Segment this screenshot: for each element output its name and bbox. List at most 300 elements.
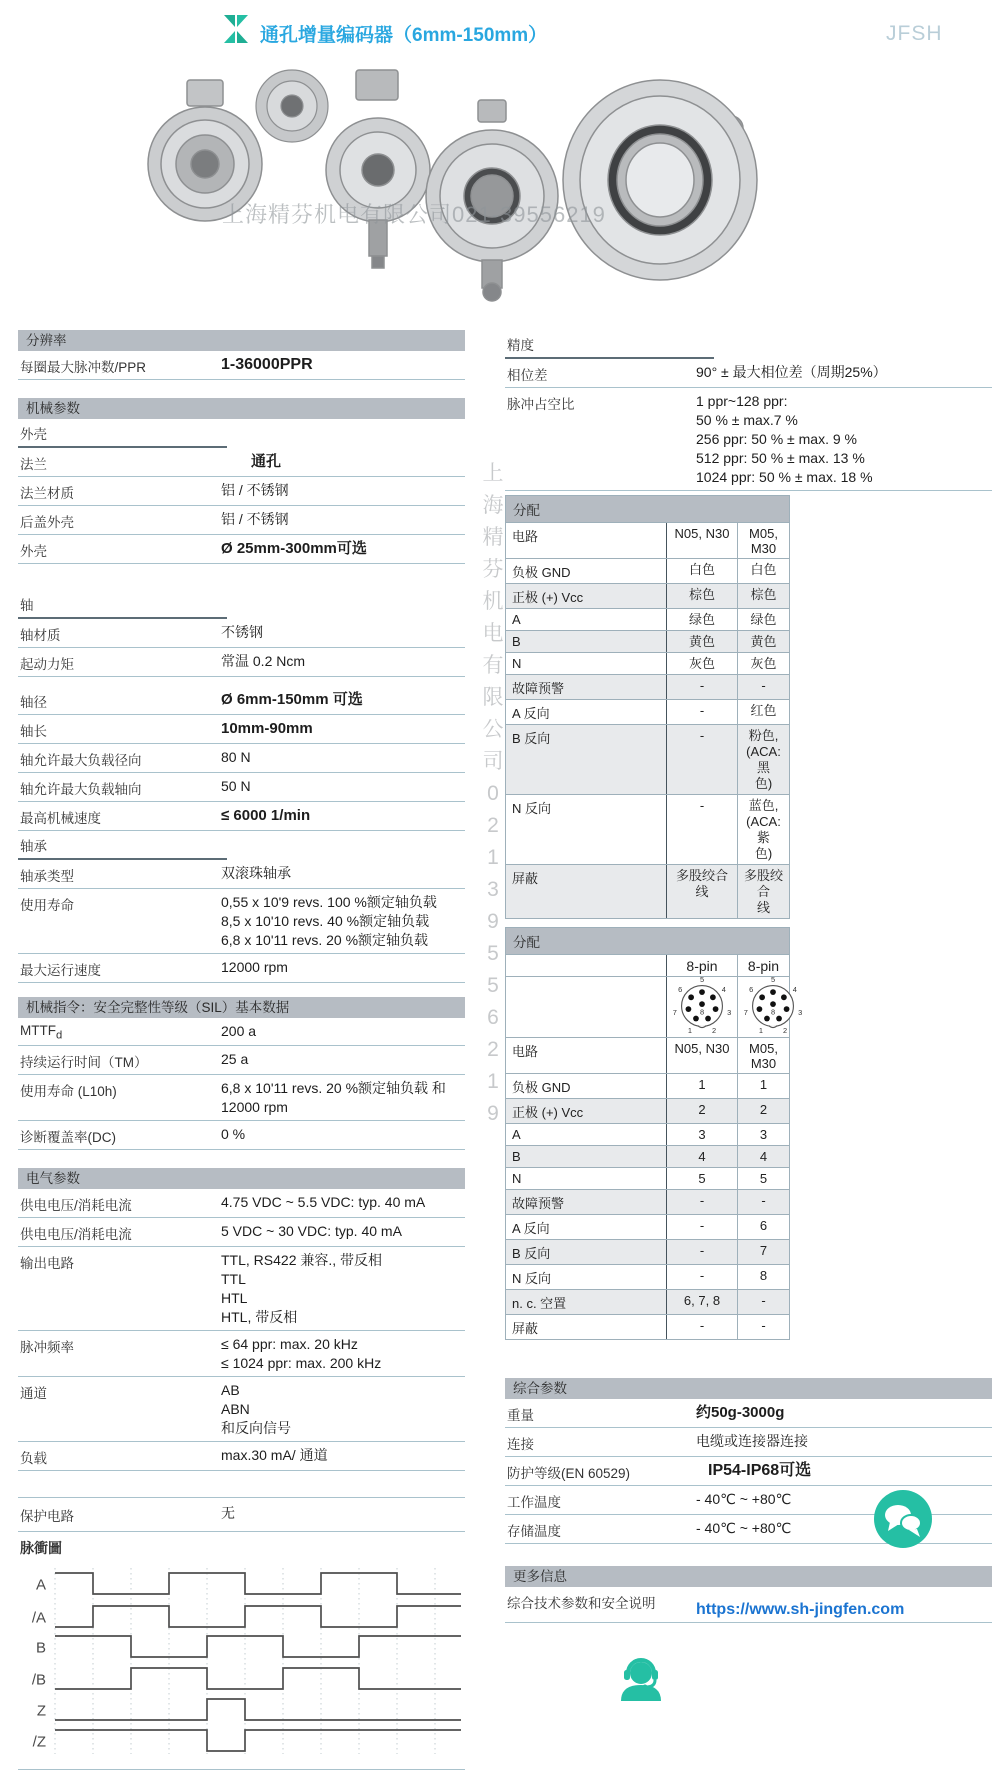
section-shaftdims [18, 686, 465, 831]
spec-value-line: ≤ 6000 1/min [221, 807, 311, 824]
table-cell-value [667, 1315, 738, 1339]
section-shaft [18, 590, 465, 677]
svg-text:4: 4 [792, 984, 797, 994]
section-more-info [505, 1566, 992, 1623]
connector-pinout-icon [740, 974, 806, 1036]
table-cell-value [738, 1215, 789, 1239]
table-cell-value [667, 1099, 738, 1123]
watermark-char: 6 [487, 1006, 499, 1029]
assignment-table-pintable [505, 927, 803, 1340]
table-cell-line: 绿色 [688, 612, 715, 627]
section-header-bar: 机械参数 [18, 398, 465, 419]
table-circuit-header-row [506, 523, 789, 559]
pulse-channel-label: /B [31, 1671, 46, 1689]
svg-text:8: 8 [699, 1007, 705, 1017]
spec-row [18, 1247, 465, 1331]
section-header-bar: 电气参数 [18, 1168, 465, 1189]
table-cell-line: 白色 [750, 562, 777, 577]
table-cell-line: - [761, 1193, 766, 1208]
table-cell-line: 6 [759, 1218, 768, 1233]
spec-value [221, 893, 465, 950]
section-rows [18, 1189, 465, 1471]
spec-value-line: ABN [221, 1400, 250, 1417]
table-cell: N05, N30 [667, 1038, 738, 1073]
watermark-char: 0 [487, 782, 499, 805]
table-cell-value [738, 1315, 789, 1339]
table-cell-line: - [699, 1243, 705, 1258]
spec-value-line: HTL [221, 1289, 248, 1306]
table-cell-value [738, 1168, 789, 1189]
spec-label: 使用寿命 (L10h) [20, 1083, 117, 1099]
spec-label: 轴承类型 [20, 869, 74, 884]
spec-row [18, 1121, 465, 1150]
support-headset-icon [615, 1651, 992, 1714]
section-rows [18, 448, 465, 564]
spec-label: 外壳 [20, 544, 47, 559]
table-cell-line: 5 [759, 1171, 768, 1186]
spec-label: 脉冲频率 [20, 1339, 74, 1355]
spec-value-line: 5 VDC ~ 30 VDC: typ. 40 mA [221, 1222, 402, 1239]
table-cell-value [667, 1146, 738, 1167]
table-cell-value [667, 1290, 738, 1314]
spec-row [505, 1587, 992, 1623]
pulse-channel-trace [55, 1668, 461, 1689]
spec-row [18, 686, 465, 715]
spec-value-line: AB [221, 1381, 240, 1398]
table-cell-value [667, 725, 738, 794]
table-row [506, 725, 789, 795]
spec-label: 重量 [507, 1408, 534, 1423]
table-cell-label: A 反向 [506, 1215, 667, 1239]
spec-row [18, 773, 465, 802]
watermark-char: 电 [482, 622, 504, 645]
spec-row [18, 619, 465, 648]
svg-text:6: 6 [678, 984, 683, 994]
encoder-photo-3 [326, 70, 430, 268]
table-cell-value [667, 559, 738, 583]
spec-row [505, 359, 992, 388]
spec-value-line: 无 [221, 1504, 235, 1521]
assignment-table-wiretable [505, 495, 790, 919]
spec-value [221, 864, 465, 885]
watermark-char: 限 [482, 686, 504, 709]
table-cell-line: 棕色 [688, 587, 715, 602]
table-cell-line: - [699, 728, 705, 743]
table-cell-label: N [506, 653, 667, 674]
table-cell-line: 线 [695, 884, 709, 899]
section-bearing [18, 831, 465, 983]
spec-row [18, 477, 465, 506]
table-cell-line: - [699, 798, 705, 813]
table-cell-value [738, 700, 789, 724]
section-sil [18, 997, 465, 1150]
spec-label: 存储温度 [507, 1524, 561, 1539]
spec-value-line: Ø 25mm-300mm可选 [221, 540, 367, 557]
spec-value-line: 12000 rpm [221, 959, 288, 975]
spec-label: 法兰 [20, 457, 47, 472]
table-cell-value [738, 631, 789, 652]
table-cell-value [738, 1146, 789, 1167]
spec-label: 工作温度 [507, 1495, 561, 1510]
spec-value [221, 355, 465, 376]
svg-text:2: 2 [783, 1026, 788, 1036]
table-cell-label: N 反向 [506, 795, 667, 864]
spec-value [221, 1050, 465, 1071]
table-row [506, 631, 789, 653]
table-cell-line: - [699, 1318, 705, 1333]
watermark-char: 5 [487, 974, 499, 997]
brand-logo-icon [222, 13, 250, 45]
watermark-char: 芬 [482, 558, 504, 581]
table-row [506, 653, 789, 675]
spec-value [221, 806, 465, 827]
table-cell-value [667, 631, 738, 652]
table-cell-line: - [699, 703, 705, 718]
spec-label: 相位差 [507, 368, 548, 383]
spec-label: 供电电压/消耗电流 [20, 1197, 132, 1213]
spec-row [18, 954, 465, 983]
watermark-char: 9 [487, 1102, 499, 1125]
spec-value-line: 4.75 VDC ~ 5.5 VDC: typ. 40 mA [221, 1193, 426, 1210]
table-cell-line: 4 [698, 1149, 706, 1164]
table-cell-line: 灰色 [750, 656, 777, 671]
spec-value [221, 652, 465, 673]
table-circuit-header-row [506, 1038, 789, 1074]
section-prot [18, 1497, 465, 1532]
section-header-bar: 机械指令：安全完整性等级（SIL）基本数据 [18, 997, 465, 1018]
spec-value [221, 1193, 465, 1214]
pulse-channel-trace [55, 1636, 461, 1657]
table-cell-value [667, 1215, 738, 1239]
table-cell-line: 黄色 [688, 634, 715, 649]
table-row [506, 675, 789, 700]
spec-label: 脉冲占空比 [507, 397, 575, 412]
spec-label: 法兰材质 [20, 486, 74, 501]
table-row [506, 609, 789, 631]
spec-row [18, 1442, 465, 1471]
spec-value [221, 1079, 465, 1117]
spec-value-line: 25 a [221, 1050, 249, 1067]
svg-text:5: 5 [699, 974, 705, 984]
table-cell: 8-pin [747, 958, 780, 974]
table-cell-line: 2 [698, 1102, 706, 1117]
watermark-char: 2 [487, 1038, 499, 1061]
chat-widget-button[interactable] [873, 1489, 933, 1554]
spec-label: 负载 [20, 1450, 47, 1466]
section-subheader: 轴 [18, 590, 227, 619]
page-title: 通孔增量编码器（6mm-150mm） [260, 25, 548, 46]
spec-value [696, 1519, 992, 1540]
table-row [506, 700, 789, 725]
watermark-char: 公 [482, 718, 504, 741]
table-row [506, 1168, 789, 1190]
table-cell-line: 多股绞合 [675, 868, 728, 883]
spec-label: $MTTF_d$ [20, 1023, 63, 1042]
table-cell-line: 白色 [688, 562, 715, 577]
spec-value [221, 1504, 465, 1525]
table-cell [506, 955, 667, 976]
table-cell-value [738, 1240, 789, 1264]
pulse-channel-label: Z [36, 1702, 46, 1720]
spec-value-line: 512 ppr: 50 % ± max. 13 % [696, 450, 865, 466]
spec-value-line: 通孔 [251, 453, 282, 470]
spec-row [18, 802, 465, 831]
table-row [506, 1215, 789, 1240]
pulse-channel-label: B [35, 1639, 46, 1657]
spec-value [696, 1461, 992, 1482]
encoder-photo-5 [563, 80, 757, 280]
spec-row [505, 388, 992, 491]
spec-value-line: 0 % [221, 1125, 246, 1142]
table-cell-value [667, 584, 738, 608]
spec-value-line: ≤ 1024 ppr: max. 200 kHz [221, 1354, 382, 1371]
watermark-char: 海 [482, 494, 504, 517]
table-cell-value [667, 1265, 738, 1289]
table-cell-label: 负极 GND [506, 1074, 667, 1098]
watermark-char: 5 [487, 942, 499, 965]
spec-value-line: 6,8 x 10'11 revs. 20 %额定轴负载 和 [221, 1079, 446, 1096]
table-cell-label: B [506, 1146, 667, 1167]
table-cell-label: A [506, 1124, 667, 1145]
left-spec-column [18, 330, 465, 1770]
table-row [506, 1315, 789, 1339]
spec-value-line: TTL, RS422 兼容., 带反相 [221, 1251, 383, 1268]
section-header-bar: 综合参数 [505, 1378, 992, 1399]
spec-value [221, 958, 465, 979]
spec-value [221, 1222, 465, 1243]
spec-label: 连接 [507, 1437, 534, 1452]
pulse-channel-label: /Z [32, 1733, 46, 1751]
spec-value-line: 1 ppr~128 ppr: [696, 393, 788, 409]
table-cell-label: 屏蔽 [506, 865, 667, 918]
pulse-channel-trace [55, 1606, 461, 1627]
table-cell-value [738, 609, 789, 630]
spec-value [696, 392, 992, 487]
spec-value [221, 1022, 465, 1042]
spec-label: 诊断覆盖率(DC) [20, 1129, 116, 1145]
spec-row [18, 648, 465, 677]
table-pin-header-row [506, 955, 789, 977]
spec-value-line: ≤ 64 ppr: max. 20 kHz [221, 1335, 358, 1352]
table-cell: N05, N30 [667, 523, 738, 558]
table-cell-label: 正极 (+) Vcc [506, 1099, 667, 1123]
pulse-waveform-svg [18, 1564, 465, 1760]
spec-value-line: 200 a [221, 1023, 257, 1039]
table-cell-value [667, 1240, 738, 1264]
spec-value [221, 777, 465, 798]
table-cell-label: A [506, 609, 667, 630]
table-row [506, 1240, 789, 1265]
spec-value [221, 539, 465, 560]
spec-row [18, 535, 465, 564]
table-row [506, 865, 789, 918]
table-cell-value [738, 1190, 789, 1214]
watermark-char: 有 [482, 654, 504, 677]
spec-value [221, 1335, 465, 1373]
spec-label: 后盖外壳 [20, 515, 74, 530]
watermark-char: 1 [487, 846, 499, 869]
svg-text:3: 3 [727, 1007, 732, 1017]
table-cell-value [667, 1168, 738, 1189]
spec-value-line: 1-36000PPR [221, 356, 313, 373]
spec-label: 通道 [20, 1385, 47, 1401]
section-rows [18, 619, 465, 677]
table-cell-label: 负极 GND [506, 559, 667, 583]
website-link[interactable]: https://www.sh-jingfen.com [696, 1601, 905, 1618]
svg-text:1: 1 [758, 1026, 763, 1036]
pulse-channel-trace [55, 1699, 461, 1720]
table-cell-label: A 反向 [506, 700, 667, 724]
spec-value-line: 约50g-3000g [696, 1404, 785, 1421]
table-cell-line: 粉色, [748, 728, 779, 743]
spec-value-line: 8,5 x 10'10 revs. 40 %额定轴负载 [221, 913, 430, 929]
table-cell-line: 色) [754, 776, 773, 791]
spec-label: 每圈最大脉冲数/PPR [20, 360, 147, 375]
svg-text:4: 4 [721, 984, 726, 994]
section-res [18, 330, 465, 380]
table-cell-line: 1 [759, 1077, 768, 1092]
spec-value-line: 铝 / 不锈钢 [221, 482, 289, 498]
table-cell-line: 2 [759, 1102, 768, 1117]
spec-value-line: TTL [221, 1270, 246, 1287]
spec-row [18, 1331, 465, 1377]
spec-label: 轴径 [20, 695, 47, 710]
table-cell-value [738, 865, 789, 918]
spec-row [18, 715, 465, 744]
section-header-bar: 分辨率 [18, 330, 465, 351]
table-row [506, 795, 789, 865]
table-cell-line: 蓝色, [748, 798, 779, 813]
spec-label: 保护电路 [20, 1508, 74, 1524]
section-rows [18, 1018, 465, 1150]
svg-text:1: 1 [687, 1026, 692, 1036]
spec-label: 轴允许最大负载径向 [20, 753, 142, 768]
table-row [506, 1190, 789, 1215]
spec-value-line: 双滚珠轴承 [221, 865, 291, 881]
table-row [506, 1099, 789, 1124]
pulse-channel-trace [55, 1573, 461, 1594]
watermark-char: 精 [482, 526, 504, 549]
spec-row [18, 1018, 465, 1046]
table-cell-line: - [699, 678, 705, 693]
spec-row [18, 860, 465, 889]
table-cell-label: 屏蔽 [506, 1315, 667, 1339]
table-cell-line: 8 [759, 1268, 768, 1283]
spec-value-line: IP54-IP68可选 [708, 1462, 812, 1479]
table-cell [506, 977, 667, 1037]
spec-label: 防护等级(EN 60529) [507, 1466, 631, 1481]
spec-row [18, 448, 465, 477]
spec-value-line: 不锈钢 [221, 624, 263, 640]
spec-value-line: 50 % ± max.7 % [696, 412, 798, 428]
watermark-char: 2 [487, 814, 499, 837]
spec-value [696, 363, 992, 384]
spec-row [505, 1457, 992, 1486]
spec-value [696, 1490, 992, 1511]
section-subheader: 外壳 [18, 419, 227, 448]
section-rows [18, 351, 465, 380]
spec-value [221, 452, 465, 473]
table-header-bar: 分配 [506, 496, 789, 523]
watermark-char: 9 [487, 910, 499, 933]
table-cell-label: B [506, 631, 667, 652]
watermark-char: 上 [482, 462, 504, 485]
table-cell: 电路 [506, 1038, 667, 1073]
spec-label: 轴允许最大负载轴向 [20, 782, 142, 797]
spec-label: 最大运行速度 [20, 963, 101, 978]
table-row [506, 559, 789, 584]
table-cell-value [738, 1265, 789, 1289]
table-cell-line: 棕色 [750, 587, 777, 602]
table-cell-value [738, 653, 789, 674]
watermark-char: 3 [487, 878, 499, 901]
watermark-char: 机 [482, 590, 504, 613]
table-cell-line: - [699, 1218, 705, 1233]
table-cell-line: (ACA:黑 [746, 744, 781, 775]
svg-text:7: 7 [672, 1007, 677, 1017]
spec-value [221, 690, 465, 711]
watermark-char: 司 [482, 750, 504, 773]
connector-pinout-icon [669, 974, 735, 1036]
table-cell: M05, M30 [749, 1041, 778, 1071]
svg-text:2: 2 [712, 1026, 717, 1036]
table-cell-value [667, 609, 738, 630]
section-rows [505, 359, 992, 491]
spec-label: 轴长 [20, 724, 47, 739]
pulse-diagram-title: 脉衝圖 [20, 1539, 62, 1556]
table-cell-value [738, 1099, 789, 1123]
table-cell-line: - [761, 1293, 766, 1308]
section-housing [18, 419, 465, 564]
section-elec [18, 1168, 465, 1471]
spec-value-line: 和反向信号 [221, 1419, 291, 1436]
spec-label: 输出电路 [20, 1255, 74, 1271]
spec-row [18, 1218, 465, 1247]
table-cell-value [738, 1074, 789, 1098]
table-cell: 8-pin [667, 955, 738, 976]
table-cell-line: - [761, 678, 766, 693]
encoder-photo-2 [256, 70, 328, 142]
section-accuracy [505, 330, 992, 491]
spec-row [18, 506, 465, 535]
table-cell-label: n. c. 空置 [506, 1290, 667, 1314]
spec-value-line: 电缆或连接器连接 [696, 1433, 808, 1449]
spec-value-line: 80 N [221, 749, 251, 765]
table-cell-label: B 反向 [506, 1240, 667, 1264]
spec-value-line: 常温 0.2 Ncm [221, 653, 306, 669]
table-cell-value [738, 584, 789, 608]
table-cell-label: N 反向 [506, 1265, 667, 1289]
spec-value-line: 50 N [221, 778, 251, 794]
spec-value-line: - 40℃ ~ +80℃ [696, 1491, 792, 1507]
table-cell-value [667, 675, 738, 699]
table-cell-value [667, 653, 738, 674]
watermark-horizontal: 上海精芬机电有限公司021-39556219 [222, 202, 606, 227]
watermark-char: 1 [487, 1070, 499, 1093]
spec-value-line: 256 ppr: 50 % ± max. 9 % [696, 431, 857, 447]
table-cell: M05, M30 [749, 526, 778, 556]
table-cell-line: 3 [759, 1127, 768, 1142]
table-cell: 电路 [506, 523, 667, 558]
table-cell-value [667, 1074, 738, 1098]
table-row [506, 1074, 789, 1099]
spec-value-line: 0,55 x 10'9 revs. 100 %额定轴负载 [221, 894, 437, 910]
spec-row [18, 1046, 465, 1075]
spec-value-line: max.30 mA/ 通道 [221, 1446, 328, 1463]
spec-value-line: 1024 ppr: 50 % ± max. 18 % [696, 469, 873, 485]
svg-text:6: 6 [749, 984, 754, 994]
svg-text:7: 7 [743, 1007, 748, 1017]
